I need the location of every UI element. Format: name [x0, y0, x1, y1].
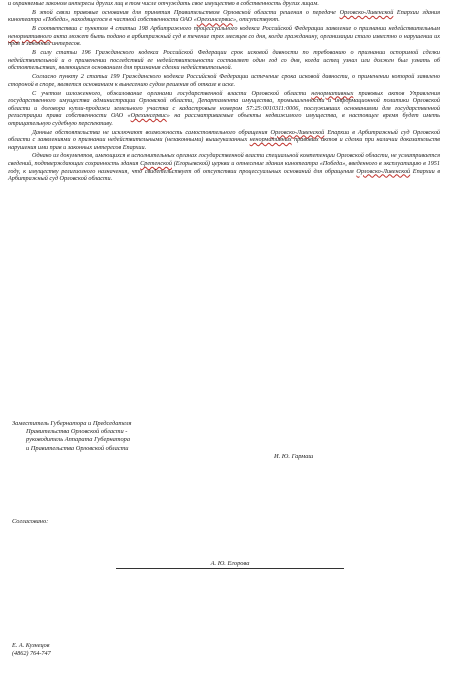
paragraph-7	[8, 152, 440, 182]
p6-text-c: правовых актов и сделки при наличии доказательств нарушения ими прав и законных интересов Епархии.	[8, 136, 440, 151]
paragraph-2	[8, 25, 440, 48]
p2-link-nonnormative: ненормативного	[8, 32, 52, 40]
signatory-title-line-4: и Правительства Орловской области	[26, 444, 129, 452]
p5-text-a: С учетом изложенного, обжалование органами государственной власти Орловской области	[32, 89, 312, 97]
p6-text-a: Данные обстоятельства не исключают возможность самостоятельного обращения	[32, 128, 271, 136]
paragraph-6	[8, 129, 440, 152]
executor-phone: (4862) 764-747	[12, 650, 51, 657]
executor-block	[12, 642, 51, 658]
paragraph-3: В силу статьи 196 Гражданского кодекса Российской Федерации срок исковой давности по требованию о признании оспоримой сделки недействительной и о применении последствий ее недействительности составляет один год со дня, когда истец узнал или должен был узнать об обстоятельствах, являющихся основанием для признания сделки недействительной.	[8, 49, 440, 72]
p6-text-b: Епархии в Арбитражный суд Орловской области с заявлениями о признании недействительными (незаконными) вышеуказанных	[8, 128, 441, 144]
p1-link-diocese: Орловско-Ливенской	[339, 8, 394, 16]
approval-label: Согласовано:	[12, 518, 49, 525]
p1-text-c: », отсутствуют.	[232, 16, 280, 24]
p5-link-company: Орехинсервис	[130, 112, 167, 120]
signature-block	[12, 420, 432, 460]
p5-text-c: » на рассматриваемые объекты недвижимого имущества, в настоящее время будет иметь отрицательную судебную перспективу.	[8, 112, 440, 127]
executor-name: Е. А. Кузнецов	[12, 642, 50, 649]
p2-text-b: акта может быть подано в арбитражный суд в течение трех месяцев со дня, когда гражданину, организации стало известно о нарушении их прав и законных интересов.	[8, 32, 440, 48]
p7-link-church: Сретенской	[140, 160, 172, 168]
paragraph-5	[8, 90, 440, 128]
p5-text-b: правовых актов Управления государственного имущества администрации Орловской области, Департамента имущества, промышленности и информационной политики Орловской области и договора купли-продажи земельного участка с кадастровым номером 57:25:0010311:0006, послуживших основаниями для государственной регистрации права собственности ОАО «	[8, 89, 440, 120]
paragraph-0: и охраняемые законом интересы других лиц в том числе отчуждать свое имущество в собственность других лицам.	[8, 0, 319, 7]
p5-link-nonnormative: ненормативных	[311, 89, 354, 97]
approver-name: А. Ю. Егорова	[116, 559, 344, 569]
p6-link-nonnormative: ненормативных	[249, 136, 292, 144]
paragraph-1	[8, 9, 440, 24]
p7-text-c: Епархии в Арбитражный суд Орловской области.	[8, 167, 441, 183]
p2-text-a: В соответствии с пунктом 4 статьи 198 Арбитражного процессуального кодекса Российской Федерации заявление о признании недействительным	[32, 25, 440, 33]
signatory-title-line-2: Правительства Орловской области -	[26, 428, 128, 436]
p7-text-b: (Егорьевской) церкви и отнесение здания кинотеатра «Победа», введенного в эксплуатацию в 1951 году, к имуществу религиозного назначения, что свидетельствует об отсутствии процессуальных оснований для обращения	[8, 160, 440, 175]
p1-text-a: В этой связи правовые основания для принятия Правительством Орловской области решения о передаче	[32, 8, 340, 16]
p1-link-company: Орехинсервис	[196, 16, 233, 24]
p7-link-diocese: Орловско-Ливенской	[356, 167, 411, 175]
p7-text-a: Однако из документов, имеющихся в исполнительных органах государственной власти специальной компетенции Орловской области, не усматривается сведений, подтверждающих сохранность здания	[8, 152, 440, 168]
paragraph-4: Согласно пункту 2 статьи 199 Гражданского кодекса Российской Федерации истечение срока исковой давности, о применении которой заявлено стороной в споре, является основанием к вынесению судом решения об отказе в иске.	[8, 73, 440, 88]
signatory-name: И. Ю. Гармаш	[274, 453, 314, 460]
p6-link-diocese: Орловско-Ливенской	[270, 128, 325, 136]
p1-text-b: Епархии здания кинотеатра «Победа», находящегося в частной собственности ОАО «	[8, 8, 441, 24]
signatory-title-line-3: руководитель Аппарата Губернатора	[26, 436, 131, 444]
signatory-title-line-1: Заместитель Губернатора и Председателя	[12, 420, 132, 427]
